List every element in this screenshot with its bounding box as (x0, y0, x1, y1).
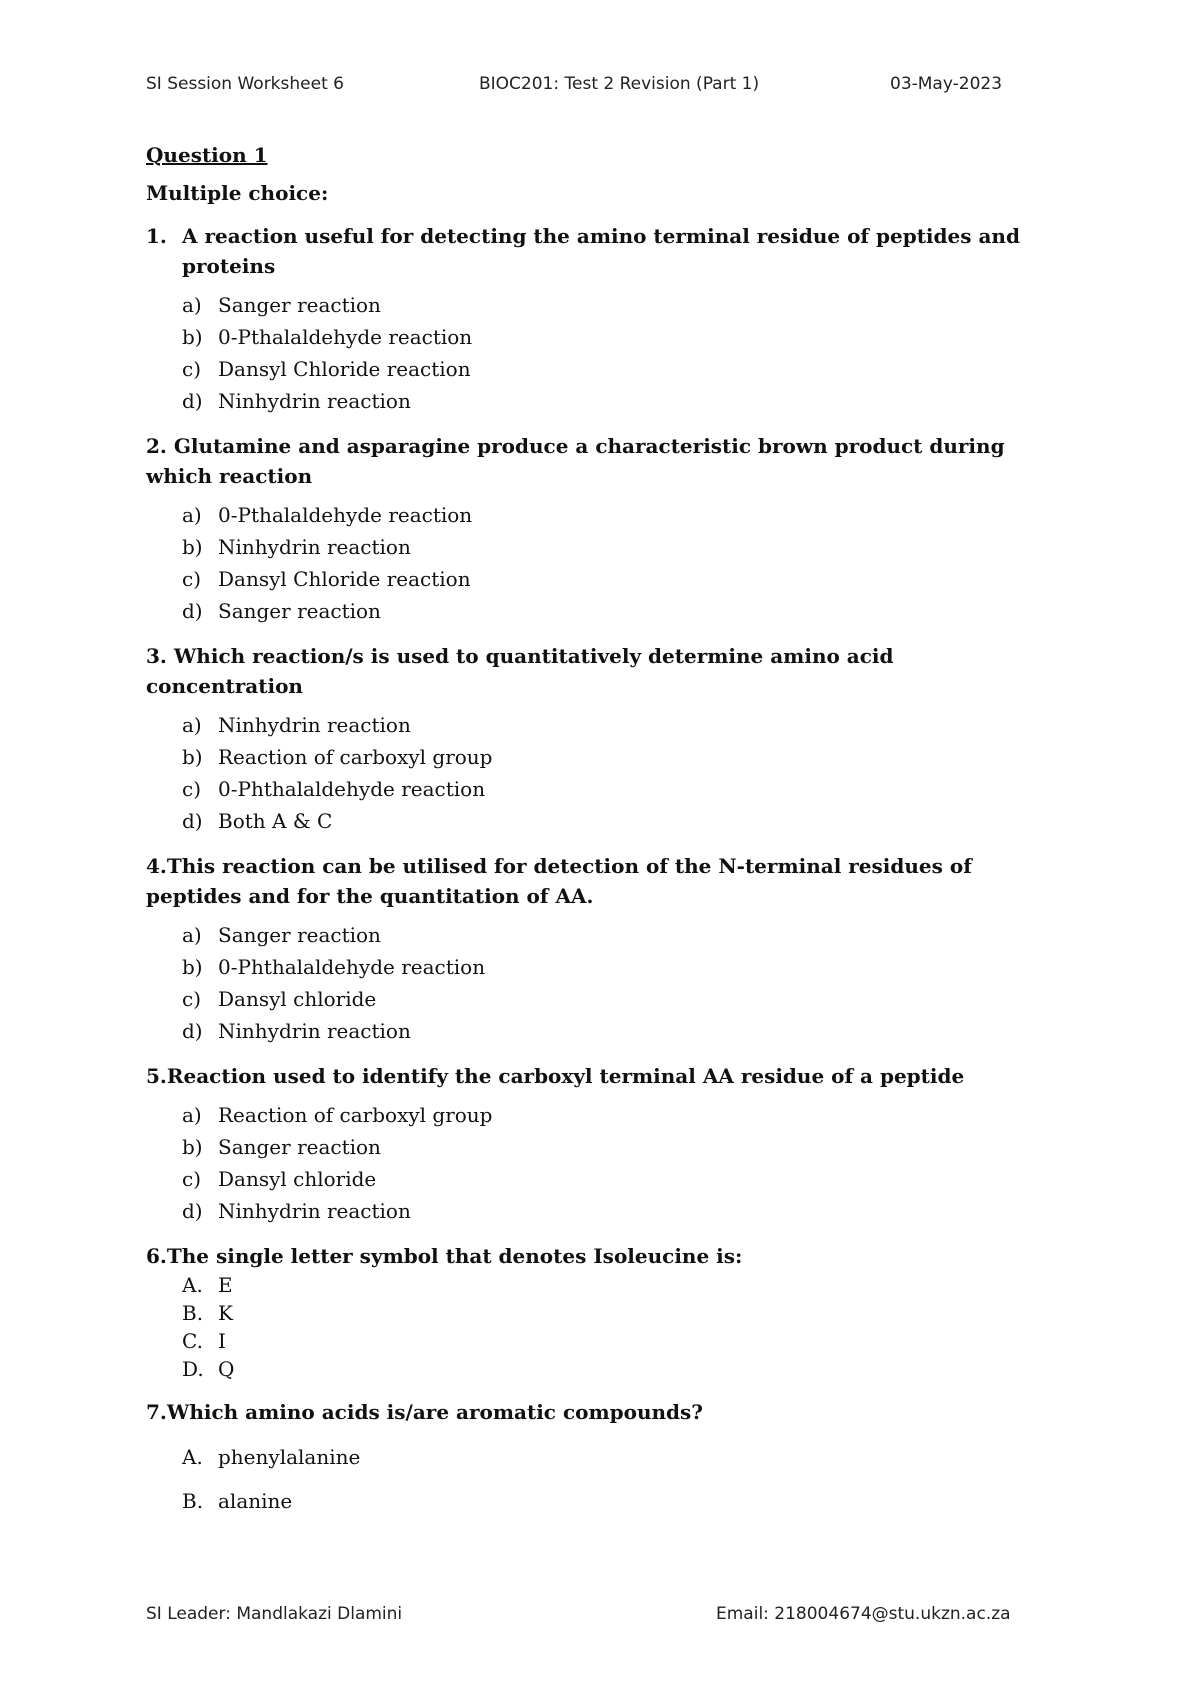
option-label: c) (182, 1167, 202, 1191)
option-item (182, 1271, 1046, 1299)
option-item (182, 773, 1046, 805)
option-text: I (218, 1329, 226, 1353)
option-list (146, 919, 1046, 1047)
option-list (146, 1271, 1046, 1383)
option-list (146, 1099, 1046, 1227)
question-3 (146, 641, 1046, 837)
option-list (146, 709, 1046, 837)
option-text: Reaction of carboxyl group (218, 745, 493, 769)
option-item (182, 385, 1046, 417)
option-text: Reaction of carboxyl group (218, 1103, 493, 1127)
option-label: A. (182, 1273, 203, 1297)
option-item (182, 1479, 1046, 1523)
section-title: Question 1 (146, 143, 268, 167)
option-label: c) (182, 567, 202, 591)
footer-si-leader: SI Leader: Mandlakazi Dlamini (146, 1604, 403, 1624)
option-item (182, 709, 1046, 741)
question-4 (146, 851, 1046, 1047)
option-list (146, 1435, 1046, 1523)
option-label: d) (182, 1199, 203, 1223)
option-list (146, 499, 1046, 627)
question-prompt: 2. Glutamine and asparagine produce a characteristic brown product during which reaction (146, 434, 1005, 488)
option-label: a) (182, 503, 202, 527)
option-label: b) (182, 1135, 203, 1159)
question-prompt: 6.The single letter symbol that denotes Isoleucine is: (146, 1244, 743, 1268)
option-label: a) (182, 1103, 202, 1127)
option-label: a) (182, 293, 202, 317)
option-text: Sanger reaction (218, 1135, 381, 1159)
option-label: B. (182, 1489, 204, 1513)
option-text: Ninhydrin reaction (218, 713, 411, 737)
option-label: d) (182, 809, 203, 833)
option-item (182, 1195, 1046, 1227)
option-item (182, 1099, 1046, 1131)
option-text: Dansyl chloride (218, 1167, 377, 1191)
option-item (182, 289, 1046, 321)
option-label: B. (182, 1301, 204, 1325)
question-1 (146, 221, 1046, 417)
option-text: K (218, 1301, 233, 1325)
footer-email: Email: 218004674@stu.ukzn.ac.za (716, 1604, 1011, 1624)
question-prompt: 3. Which reaction/s is used to quantitatively determine amino acid concentration (146, 644, 894, 698)
question-prompt: 7.Which amino acids is/are aromatic compounds? (146, 1400, 703, 1424)
option-text: Ninhydrin reaction (218, 1019, 411, 1043)
question-number: 1. (146, 224, 167, 248)
option-item (182, 595, 1046, 627)
option-text: 0-Phthalaldehyde reaction (218, 777, 486, 801)
option-item (182, 741, 1046, 773)
option-text: Ninhydrin reaction (218, 535, 411, 559)
option-text: 0-Phthalaldehyde reaction (218, 955, 486, 979)
option-item (182, 805, 1046, 837)
option-label: c) (182, 987, 202, 1011)
option-text: alanine (218, 1489, 293, 1513)
question-6 (146, 1241, 1046, 1383)
option-label: D. (182, 1357, 204, 1381)
option-item (182, 983, 1046, 1015)
option-item (182, 353, 1046, 385)
option-text: Sanger reaction (218, 293, 381, 317)
option-label: b) (182, 955, 203, 979)
header-worksheet-title: SI Session Worksheet 6 (146, 74, 344, 94)
worksheet-content (146, 143, 1046, 1537)
option-item (182, 1015, 1046, 1047)
option-text: phenylalanine (218, 1445, 361, 1469)
option-item (182, 1327, 1046, 1355)
option-label: d) (182, 389, 203, 413)
option-label: C. (182, 1329, 203, 1353)
option-text: Dansyl Chloride reaction (218, 567, 471, 591)
option-text: Ninhydrin reaction (218, 389, 411, 413)
option-item (182, 919, 1046, 951)
question-prompt: 5.Reaction used to identify the carboxyl terminal AA residue of a peptide (146, 1064, 965, 1088)
option-text: 0-Pthalaldehyde reaction (218, 325, 473, 349)
option-item (182, 1435, 1046, 1479)
option-item (182, 531, 1046, 563)
option-label: A. (182, 1445, 203, 1469)
question-prompt: 4.This reaction can be utilised for detection of the N-terminal residues of peptides and for the quantitation of AA. (146, 854, 972, 908)
section-subtitle: Multiple choice: (146, 181, 329, 205)
header-course-title: BIOC201: Test 2 Revision (Part 1) (479, 74, 760, 94)
option-text: Dansyl chloride (218, 987, 377, 1011)
option-label: c) (182, 777, 202, 801)
question-7 (146, 1397, 1046, 1523)
option-label: a) (182, 923, 202, 947)
option-item (182, 499, 1046, 531)
option-label: a) (182, 713, 202, 737)
option-label: d) (182, 1019, 203, 1043)
option-item (182, 563, 1046, 595)
option-label: b) (182, 535, 203, 559)
option-text: Dansyl Chloride reaction (218, 357, 471, 381)
question-2 (146, 431, 1046, 627)
header-date: 03-May-2023 (890, 74, 1003, 94)
option-item (182, 1355, 1046, 1383)
option-item (182, 1299, 1046, 1327)
option-text: E (218, 1273, 233, 1297)
option-text: Both A & C (218, 809, 333, 833)
option-text: Sanger reaction (218, 599, 381, 623)
option-text: 0-Pthalaldehyde reaction (218, 503, 473, 527)
option-item (182, 1163, 1046, 1195)
option-text: Q (218, 1357, 235, 1381)
option-list (146, 289, 1046, 417)
option-label: b) (182, 745, 203, 769)
question-5 (146, 1061, 1046, 1227)
option-label: d) (182, 599, 203, 623)
option-label: b) (182, 325, 203, 349)
question-text (146, 221, 1046, 281)
option-text: Ninhydrin reaction (218, 1199, 411, 1223)
option-item (182, 1131, 1046, 1163)
option-item (182, 951, 1046, 983)
option-label: c) (182, 357, 202, 381)
option-item (182, 321, 1046, 353)
option-text: Sanger reaction (218, 923, 381, 947)
question-prompt: A reaction useful for detecting the amino terminal residue of peptides and proteins (182, 224, 1020, 278)
